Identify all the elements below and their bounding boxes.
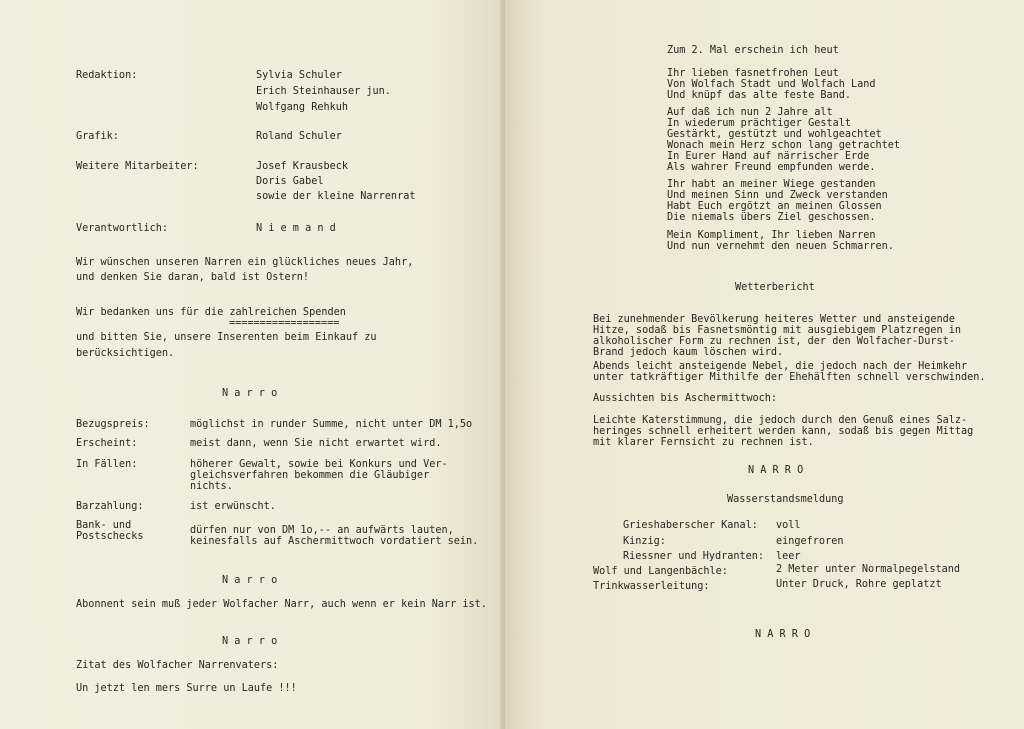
poem-line: In wiederum prächtiger Gestalt bbox=[667, 118, 852, 129]
poem-line: Mein Kompliment, Ihr lieben Narren bbox=[667, 230, 876, 241]
thanks-line: berücksichtigen. bbox=[76, 348, 175, 359]
credit-name: Josef Krausbeck bbox=[256, 161, 349, 172]
outlook-line: mit klarer Fernsicht zu rechnen ist. bbox=[593, 437, 814, 448]
outlook-label: Aussichten bis Aschermittwoch: bbox=[593, 393, 778, 404]
credit-label-redaktion: Redaktion: bbox=[76, 70, 138, 81]
poem-line: Auf daß ich nun 2 Jahre alt bbox=[667, 107, 833, 118]
zitat-text: Un jetzt len mers Surre un Laufe !!! bbox=[76, 683, 297, 694]
poem-line: Und knüpf das alte feste Band. bbox=[667, 90, 852, 101]
water-value: eingefroren bbox=[776, 536, 844, 547]
credit-name: Wolfgang Rehkuh bbox=[256, 102, 349, 113]
water-label: Riessner und Hydranten: bbox=[623, 551, 765, 562]
water-value: leer bbox=[776, 551, 801, 562]
narro-divider: N a r r o bbox=[222, 575, 278, 586]
thanks-line: und bitten Sie, unsere Inserenten beim Einkauf zu bbox=[76, 332, 377, 343]
term-label: Erscheint: bbox=[76, 438, 138, 449]
water-label: Grieshaberscher Kanal: bbox=[623, 520, 758, 531]
narro-divider: N A R R O bbox=[748, 465, 804, 476]
poem-line: Und nun vernehmt den neuen Schmarren. bbox=[667, 241, 894, 252]
term-label: Bank- und Postschecks bbox=[76, 520, 144, 542]
credit-name: sowie der kleine Narrenrat bbox=[256, 191, 416, 202]
weather-line: Abends leicht ansteigende Nebel, die jedoch nach der Heimkehr bbox=[593, 361, 968, 372]
term-value: möglichst in runder Summe, nicht unter DM 1,5o bbox=[190, 419, 473, 430]
narro-divider: N A R R O bbox=[755, 629, 811, 640]
poem-line: Habt Euch ergötzt an meinen Glossen bbox=[667, 201, 882, 212]
zitat-label: Zitat des Wolfacher Narrenvaters: bbox=[76, 660, 279, 671]
poem-line: Von Wolfach Stadt und Wolfach Land bbox=[667, 79, 876, 90]
water-label: Wolf und Langenbächle: bbox=[593, 566, 728, 577]
poem-line: Und meinen Sinn und Zweck verstanden bbox=[667, 190, 888, 201]
weather-line: Bei zunehmender Bevölkerung heiteres Wetter und ansteigende bbox=[593, 314, 955, 325]
left-page bbox=[0, 0, 505, 729]
term-value: höherer Gewalt, sowie bei Konkurs und Ver- bbox=[190, 459, 448, 470]
credit-label-mitarbeiter: Weitere Mitarbeiter: bbox=[76, 161, 199, 172]
credit-name: Sylvia Schuler bbox=[256, 70, 342, 81]
thanks-line: Wir bedanken uns für die zahlreichen Spenden bbox=[76, 307, 346, 318]
term-value: ist erwünscht. bbox=[190, 501, 276, 512]
weather-line: Hitze, sodaß bis Fasnetsmöntig mit ausgiebigem Platzregen in bbox=[593, 325, 962, 336]
poem-line: Als wahrer Freund empfunden werde. bbox=[667, 162, 876, 173]
outlook-line: Leichte Katerstimmung, die jedoch durch den Genuß eines Salz- bbox=[593, 415, 968, 426]
water-value: voll bbox=[776, 520, 801, 531]
credit-label-verantwortlich: Verantwortlich: bbox=[76, 223, 169, 234]
term-label: Bezugspreis: bbox=[76, 419, 150, 430]
poem-line: Gestärkt, gestützt und wohlgeachtet bbox=[667, 129, 882, 140]
thanks-underline: ================== bbox=[229, 318, 340, 329]
term-label: Barzahlung: bbox=[76, 501, 144, 512]
credit-name: Erich Steinhauser jun. bbox=[256, 86, 391, 97]
term-value: dürfen nur von DM 1o,-- an aufwärts lauten, bbox=[190, 525, 454, 536]
credit-name: Roland Schuler bbox=[256, 131, 342, 142]
weather-line: Brand jedoch kaum löschen wird. bbox=[593, 347, 784, 358]
term-value: meist dann, wenn Sie nicht erwartet wird. bbox=[190, 438, 442, 449]
term-label: In Fällen: bbox=[76, 459, 138, 470]
credit-name: Doris Gabel bbox=[256, 176, 324, 187]
term-value: nichts. bbox=[190, 481, 233, 492]
poem-line: Ihr lieben fasnetfrohen Leut bbox=[667, 68, 839, 79]
weather-line: unter tatkräftiger Mithilfe der Ehehälften schnell verschwinden. bbox=[593, 372, 986, 383]
poem-line: Wonach mein Herz schon lang getrachtet bbox=[667, 140, 901, 151]
poem-line: Ihr habt an meiner Wiege gestanden bbox=[667, 179, 876, 190]
poem-line: Die niemals übers Ziel geschossen. bbox=[667, 212, 876, 223]
abonnent-line: Abonnent sein muß jeder Wolfacher Narr, auch wenn er kein Narr ist. bbox=[76, 599, 487, 610]
greeting-line: und denken Sie daran, bald ist Ostern! bbox=[76, 272, 310, 283]
narro-divider: N a r r o bbox=[222, 388, 278, 399]
credit-name: N i e m a n d bbox=[256, 223, 336, 234]
water-value: 2 Meter unter Normalpegelstand bbox=[776, 564, 961, 575]
weather-line: alkoholischer Form zu rechnen ist, der den Wolfacher-Durst- bbox=[593, 336, 955, 347]
water-label: Kinzig: bbox=[623, 536, 666, 547]
term-value: keinesfalls auf Aschermittwoch vordatiert sein. bbox=[190, 536, 479, 547]
water-title: Wasserstandsmeldung bbox=[727, 494, 844, 505]
outlook-line: heringes schnell erheitert werden kann, sodaß bis gegen Mittag bbox=[593, 426, 974, 437]
poem-title: Zum 2. Mal erschein ich heut bbox=[667, 45, 839, 56]
credit-label-grafik: Grafik: bbox=[76, 131, 119, 142]
water-value: Unter Druck, Rohre geplatzt bbox=[776, 579, 942, 590]
greeting-line: Wir wünschen unseren Narren ein glückliches neues Jahr, bbox=[76, 257, 414, 268]
weather-title: Wetterbericht bbox=[735, 282, 815, 293]
water-label: Trinkwasserleitung: bbox=[593, 581, 710, 592]
term-value: gleichsverfahren bekommen die Gläubiger bbox=[190, 470, 430, 481]
narro-divider: N a r r o bbox=[222, 636, 278, 647]
right-page bbox=[505, 0, 1024, 729]
poem-line: In Eurer Hand auf närrischer Erde bbox=[667, 151, 870, 162]
